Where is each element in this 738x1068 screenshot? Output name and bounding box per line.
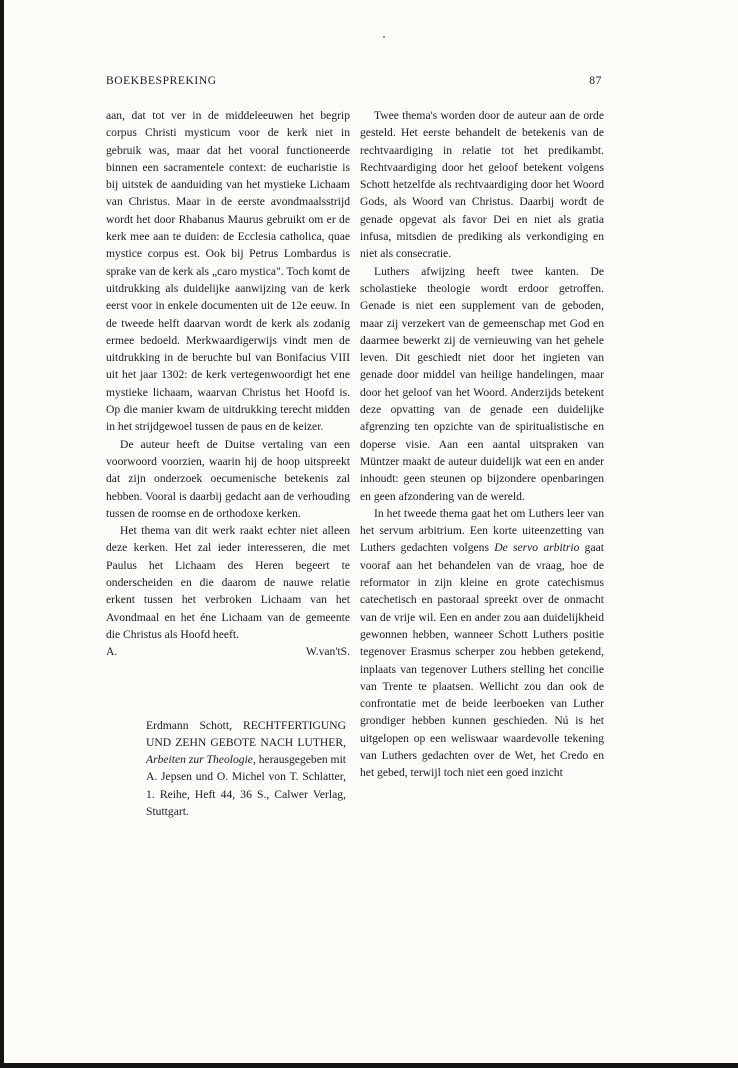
paragraph: aan, dat tot ver in de middeleeuwen het begrip corpus Christi mysticum voor de kerk niet in gebruik was, maar dat het vooral functioneerde binnen een sacramentele context: de eucharistie is bij uitstek de aanduiding van het mystieke Lichaam van Christus. Maar in de eerste avondmaalsstrijd wordt het door Rhabanus Maurus gebruikt om er de kerk mee aan te duiden: de Ecclesia catholica, quae mystice corpus est. Ook bij Petrus Lombardus is sprake van de kerk als „caro mystica". Toch komt de uitdrukking als duidelijke aanwijzing van de kerk eerst voor in enkele documenten uit de 12e eeuw. In de tweede helft daarvan wordt de kerk als zodanig ermee bedoeld. Merkwaardigerwijs vindt men de uitdrukking in de beruchte bul van Bonifacius VIII uit het jaar 1302: de kerk vertegenwoordigt het ene mystieke lichaam, waarvan Christus het Hoofd is. Op die manier kwam de uitdrukking terecht midden in het strijdgewoel tussen de paus en de keizer.	[106, 109, 350, 434]
right-column	[360, 107, 604, 782]
paragraph	[360, 505, 604, 782]
paragraph: Twee thema's worden door de auteur aan de orde gesteld. Het eerste behandelt de betekenis van de rechtvaardiging in relatie tot het predikambt. Rechtvaardiging door het geloof betekent volgens Schott hetzelfde als rechtvaardiging door het Woord Gods, als Woord van Christus. Daarbij wordt de genade opgevat als favor Dei en niet als gratia infusa, mitsdien de prediking als verkondiging en niet als consecratie.	[360, 109, 604, 261]
signature-initial: A.	[106, 645, 118, 659]
signature-author: W.van'tS.	[305, 645, 350, 659]
paragraph: Luthers afwijzing heeft twee kanten. De scholastieke theologie wordt erdoor getroffen. Genade is niet een supplement van de geboden, maar zij verzekert van de gemeenschap met God en daarmee bewerkt zij de vernieuwing van het gehele leven. Dit geschiedt niet door het ingieten van genade door middel van heilige handelingen, maar door het geloof van het Woord. Anderzijds betekent deze opvatting van de genade een duidelijke afgrenzing ten opzichte van de spiritualistische en doperse visie. Aan een aantal uitspraken van Müntzer maakt de auteur duidelijk wat een en ander inhoudt: geen steunen op bijzondere openbaringen en geen afzondering van de wereld.	[360, 264, 604, 503]
text-run: gaat vooraf aan het behandelen van de vraag, hoe de reformator in zijn kleine en grote catechismus catechetisch en pastoraal spreekt over de onmacht van de vrije wil. Een en ander zou aan duidelijkheid gewonnen hebben, wanneer Schott Luthers positie tegenover Erasmus scherper zou hebben getekend, inplaats van tegenover Luthers stelling het concilie van Trente te plaatsen. Wellicht zou dan ook de confrontatie met de beide leerboeken van Luther grondiger hebben kunnen geschieden. Nú is het uitgelopen op een weliswaar waardevolle tekening van Luthers gedachten over de Wet, het Credo en het gebed, terwijl toch niet een goed inzicht	[360, 541, 604, 780]
signature-line	[106, 643, 350, 660]
text-run: In het tweede thema gaat het om Luthers leer van het servum arbitrium. Een korte uiteenzetting van Luthers gedachten volgens	[360, 506, 604, 555]
scan-speck	[383, 36, 385, 38]
paragraph: Het thema van dit werk raakt echter niet alleen deze kerken. Het zal ieder interesseren, die met Paulus het Lichaam des Heren begeert te onderscheiden en die daarom de nauwe relatie erkent tussen het verbroken Lichaam van het Avondmaal en het éne Lichaam van de gemeente die Christus als Hoofd heeft.	[106, 524, 350, 641]
paragraph: De auteur heeft de Duitse vertaling van een voorwoord voorzien, waarin hij de hoop uitspreekt dat zijn onderzoek oecumenische betekenis zal hebben. Vooral is daarbij gedacht aan de verhouding tussen de roomse en de orthodoxe kerken.	[106, 437, 350, 520]
review-series: Arbeiten zur Theologie,	[146, 753, 256, 767]
running-title: BOEKBESPREKING	[106, 75, 217, 87]
review-citation: Erdmann Schott, RECHTFERTIGUNG UND ZEHN GEBOTE NACH LUTHER,	[146, 718, 346, 749]
left-column	[106, 107, 350, 820]
italic-title: De servo arbitrio	[494, 541, 580, 555]
review-publisher: herausgegeben mit A. Jepsen und O. Michel von T. Schlatter, 1. Reihe, Heft 44, 36 S., Calwer Verlag, Stuttgart.	[146, 753, 347, 818]
page-number: 87	[589, 75, 602, 87]
book-review-heading	[146, 717, 346, 821]
